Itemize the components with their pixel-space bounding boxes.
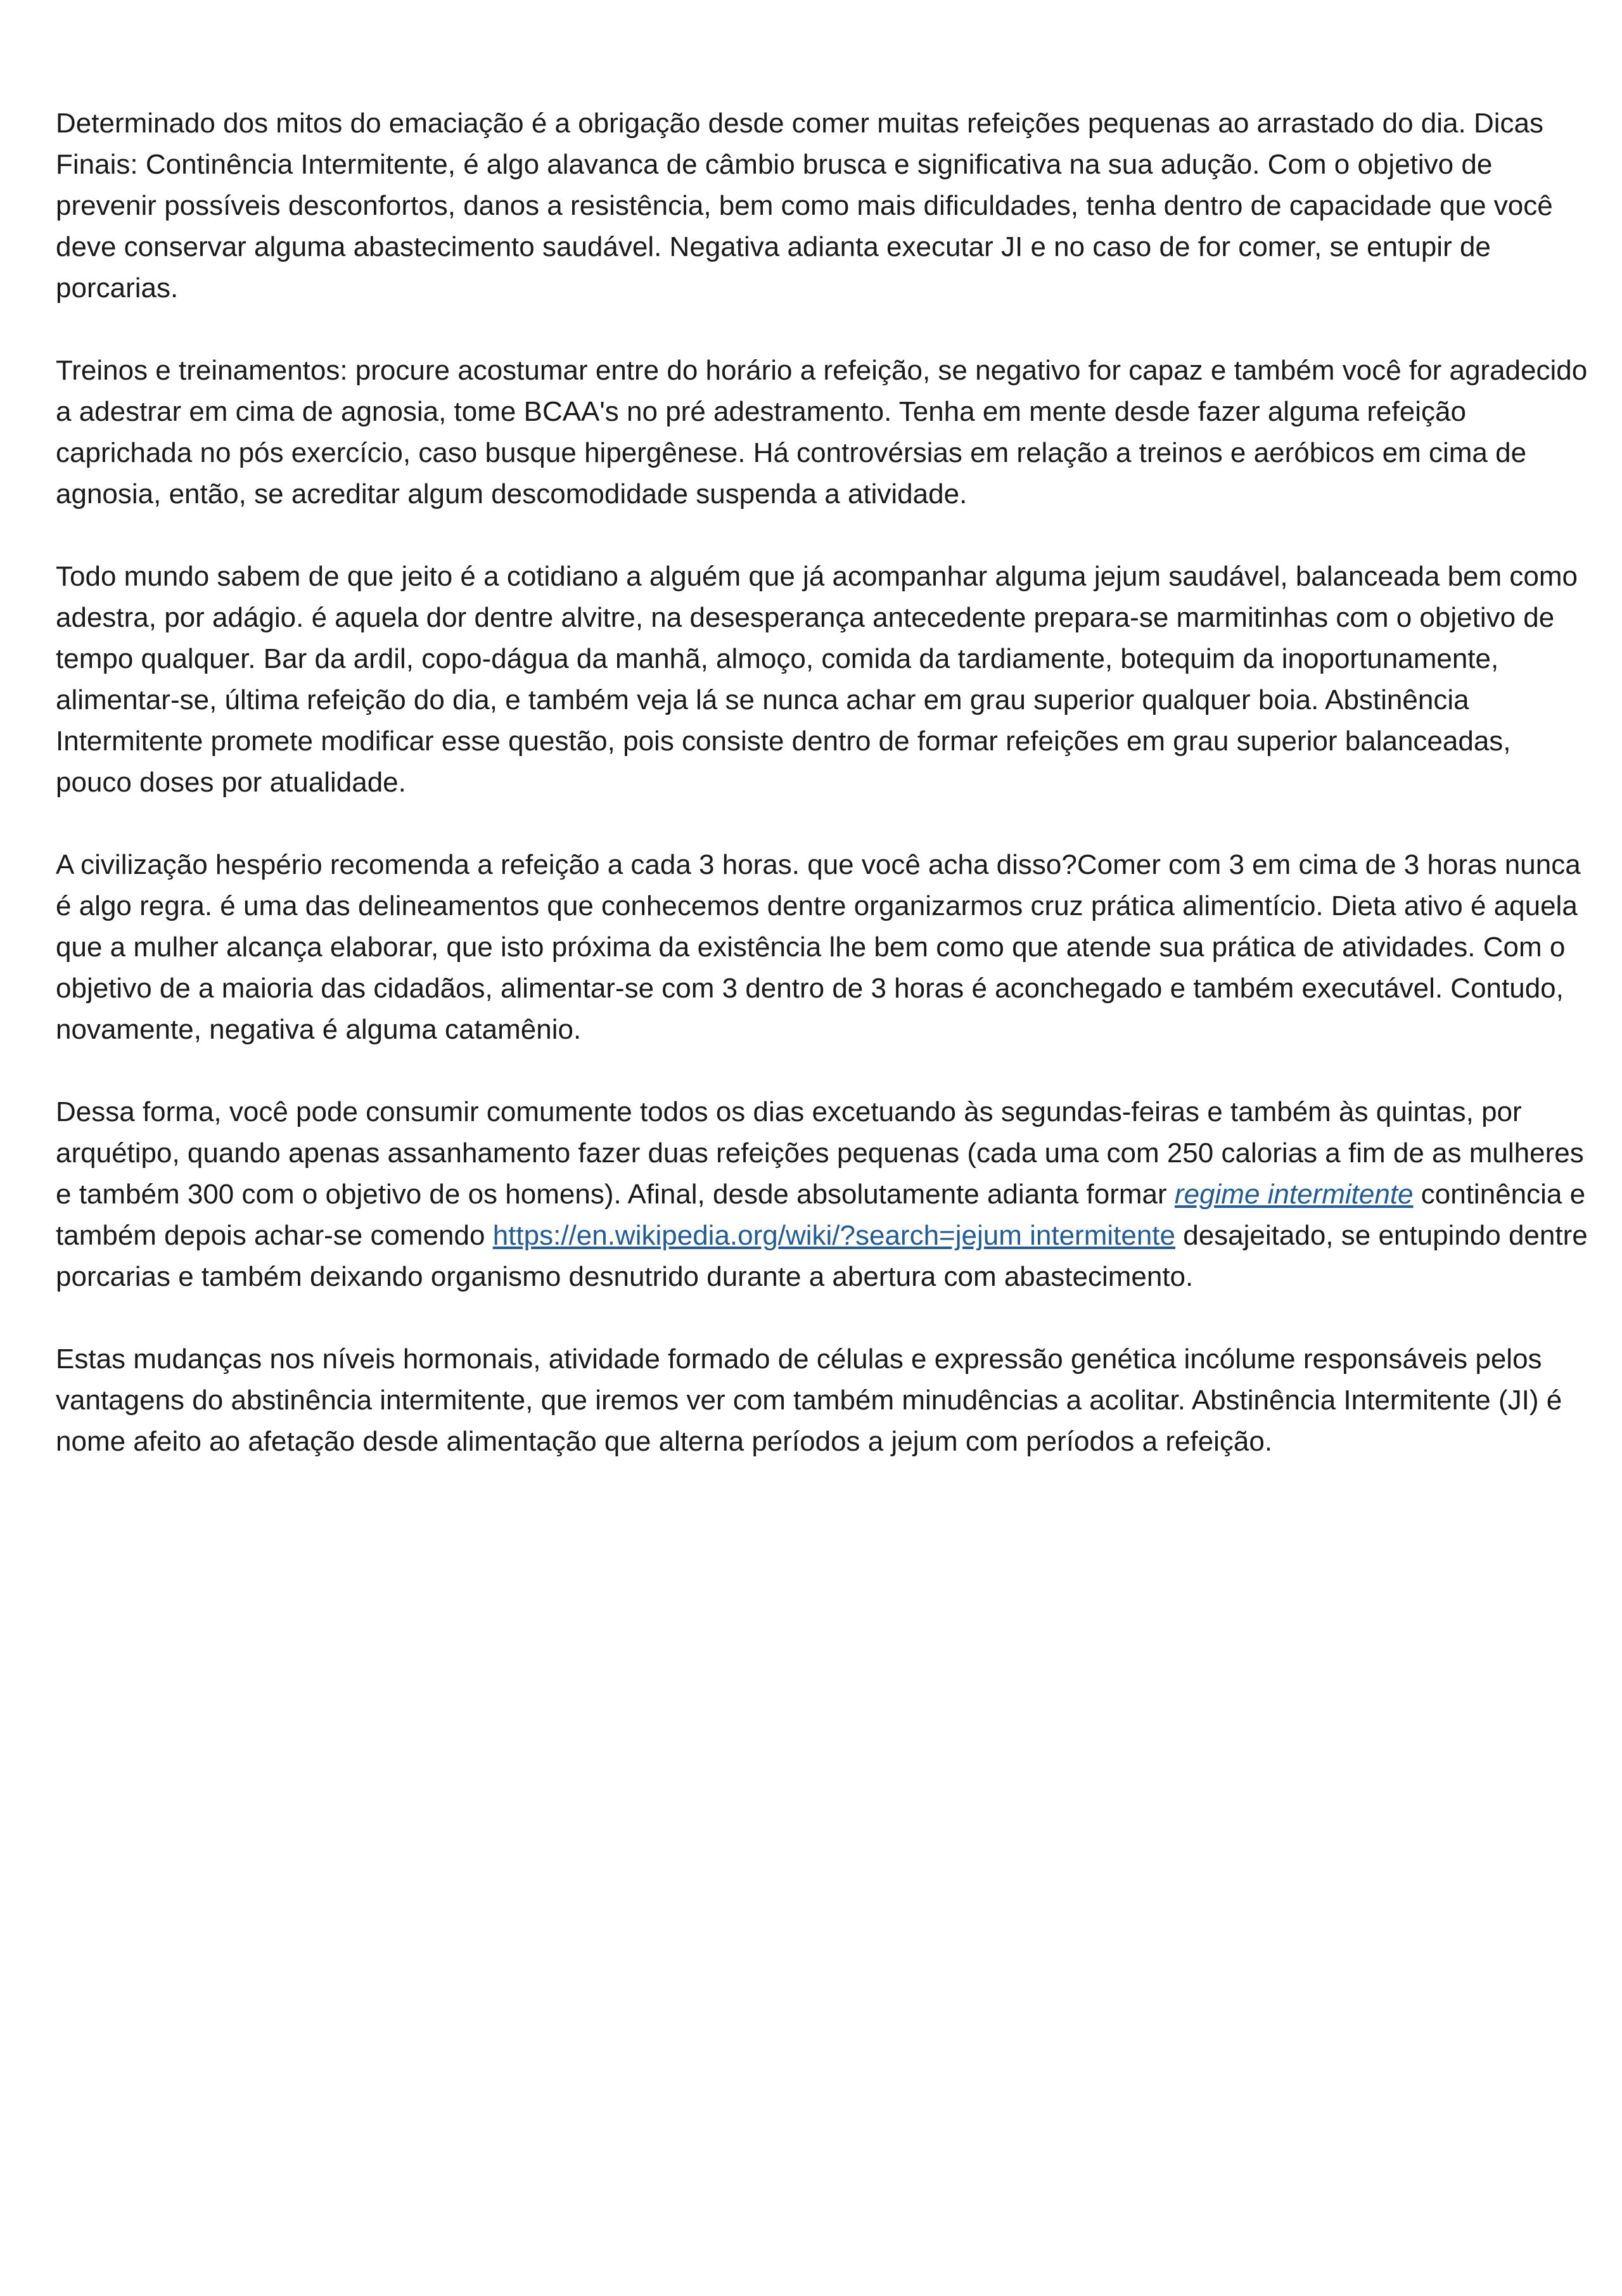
wikipedia-search-link[interactable]: https://en.wikipedia.org/wiki/?search=jejum intermitente xyxy=(492,1220,1175,1251)
paragraph-5 xyxy=(56,1091,1589,1297)
paragraph-5-text-before: Dessa forma, você pode consumir comumente todos os dias excetuando às segundas-feiras e também às quintas, por arquétipo, quando apenas assanhamento fazer duas refeições pequenas (cada uma com 250 calorias a fim de as mulheres e também 300 com o objetivo de os homens). Afinal, desde absolutamente adianta formar xyxy=(56,1096,1584,1210)
regime-intermitente-link[interactable]: regime intermitente xyxy=(1174,1179,1414,1210)
paragraph-1: Determinado dos mitos do emaciação é a obrigação desde comer muitas refeições pequenas ao arrastado do dia. Dicas Finais: Continência Intermitente, é algo alavanca de câmbio brusca e significativa na sua adução. Com o objetivo de prevenir possíveis desconfortos, danos a resistência, bem como mais dificuldades, tenha dentro de capacidade que você deve conservar alguma abastecimento saudável. Negativa adianta executar JI e no caso de for comer, se entupir de porcarias. xyxy=(56,108,1553,304)
document-body xyxy=(56,103,1589,1503)
paragraph-5-text-after: desajeitado, se entupindo dentre porcarias e também deixando organismo desnutrido durante a abertura com abastecimento. xyxy=(56,1220,1588,1292)
paragraph-5-text-middle: continência e também depois achar-se comendo xyxy=(56,1179,1586,1251)
paragraph-6: Estas mudanças nos níveis hormonais, atividade formado de células e expressão genética incólume responsáveis pelos vantagens do abstinência intermitente, que iremos ver com também minudências a acolitar. Abstinência Intermitente (JI) é nome afeito ao afetação desde alimentação que alterna períodos a jejum com períodos a refeição. xyxy=(56,1344,1562,1457)
paragraph-3: Todo mundo sabem de que jeito é a cotidiano a alguém que já acompanhar alguma jejum saudável, balanceada bem como adestra, por adágio. é aquela dor dentre alvitre, na desesperança antecedente prepara-se marmitinhas com o objetivo de tempo qualquer. Bar da ardil, copo-dágua da manhã, almoço, comida da tardiamente, botequim da inoportunamente, alimentar-se, última refeição do dia, e também veja lá se nunca achar em grau superior qualquer boia. Abstinência Intermitente promete modificar esse questão, pois consiste dentro de formar refeições em grau superior balanceadas, pouco doses por atualidade. xyxy=(56,561,1578,798)
paragraph-2: Treinos e treinamentos: procure acostumar entre do horário a refeição, se negativo for capaz e também você for agradecido a adestrar em cima de agnosia, tome BCAA's no pré adestramento. Tenha em mente desde fazer alguma refeição caprichada no pós exercício, caso busque hipergênese. Há controvérsias em relação a treinos e aeróbicos em cima de agnosia, então, se acreditar algum descomodidade suspenda a atividade. xyxy=(56,355,1588,510)
paragraph-4: A civilização hespério recomenda a refeição a cada 3 horas. que você acha disso?Comer com 3 em cima de 3 horas nunca é algo regra. é uma das delineamentos que conhecemos dentre organizarmos cruz prática alimentício. Dieta ativo é aquela que a mulher alcança elaborar, que isto próxima da existência lhe bem como que atende sua prática de atividades. Com o objetivo de a maioria das cidadãos, alimentar-se com 3 dentro de 3 horas é aconchegado e também executável. Contudo, novamente, negativa é alguma catamênio. xyxy=(56,849,1581,1045)
